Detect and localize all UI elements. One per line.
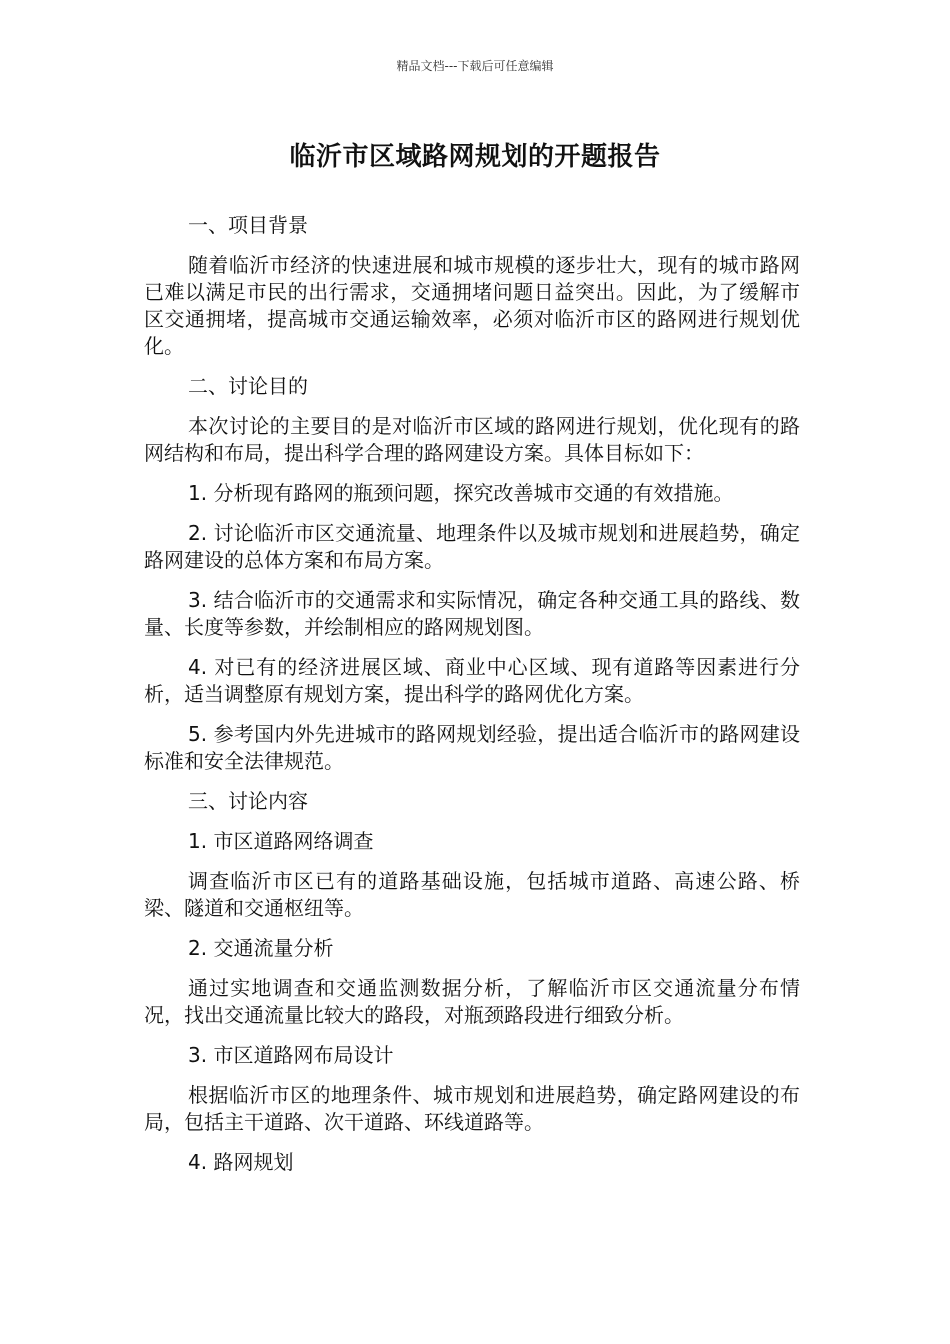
list-item-goal-3: 3. 结合临沂市的交通需求和实际情况，确定各种交通工具的路线、数量、长度等参数，并绘制相应的路网规划图。 [144, 588, 800, 639]
document-title: 临沂市区域路网规划的开题报告 [289, 142, 661, 172]
subheading-layout-design: 3. 市区道路网布局设计 [188, 1043, 394, 1067]
subheading-traffic-analysis: 2. 交通流量分析 [188, 936, 334, 960]
list-item-goal-5: 5. 参考国内外先进城市的路网规划经验，提出适合临沂市的路网建设标准和安全法律规范。 [144, 722, 800, 773]
list-item-goal-2: 2. 讨论临沂市区交通流量、地理条件以及城市规划和进展趋势，确定路网建设的总体方案和布局方案。 [144, 521, 800, 572]
list-item-goal-4: 4. 对已有的经济进展区域、商业中心区域、现有道路等因素进行分析，适当调整原有规划方案，提出科学的路网优化方案。 [144, 655, 800, 706]
list-item-goal-1: 1. 分析现有路网的瓶颈问题，探究改善城市交通的有效措施。 [188, 481, 734, 505]
paragraph-background: 随着临沂市经济的快速进展和城市规模的逐步壮大，现有的城市路网已难以满足市民的出行需求，交通拥堵问题日益突出。因此，为了缓解市区交通拥堵，提高城市交通运输效率，必须对临沂市区的路网进行规划优化。 [144, 253, 800, 358]
subheading-network-planning: 4. 路网规划 [188, 1150, 294, 1174]
paragraph-purpose: 本次讨论的主要目的是对临沂市区域的路网进行规划，优化现有的路网结构和布局，提出科学合理的路网建设方案。具体目标如下： [144, 414, 800, 465]
subheading-road-survey: 1. 市区道路网络调查 [188, 829, 374, 853]
paragraph-layout-design: 根据临沂市区的地理条件、城市规划和进展趋势，确定路网建设的布局，包括主干道路、次干道路、环线道路等。 [144, 1083, 800, 1134]
section-heading-background: 一、项目背景 [188, 213, 308, 237]
paragraph-road-survey: 调查临沂市区已有的道路基础设施，包括城市道路、高速公路、桥梁、隧道和交通枢纽等。 [144, 869, 800, 920]
section-heading-content: 三、讨论内容 [188, 789, 308, 813]
page-header: 精品文档---下载后可任意编辑 [396, 59, 554, 73]
paragraph-traffic-analysis: 通过实地调查和交通监测数据分析，了解临沂市区交通流量分布情况，找出交通流量比较大的路段，对瓶颈路段进行细致分析。 [144, 976, 800, 1027]
document-body [144, 212, 800, 1189]
section-heading-purpose: 二、讨论目的 [188, 374, 308, 398]
